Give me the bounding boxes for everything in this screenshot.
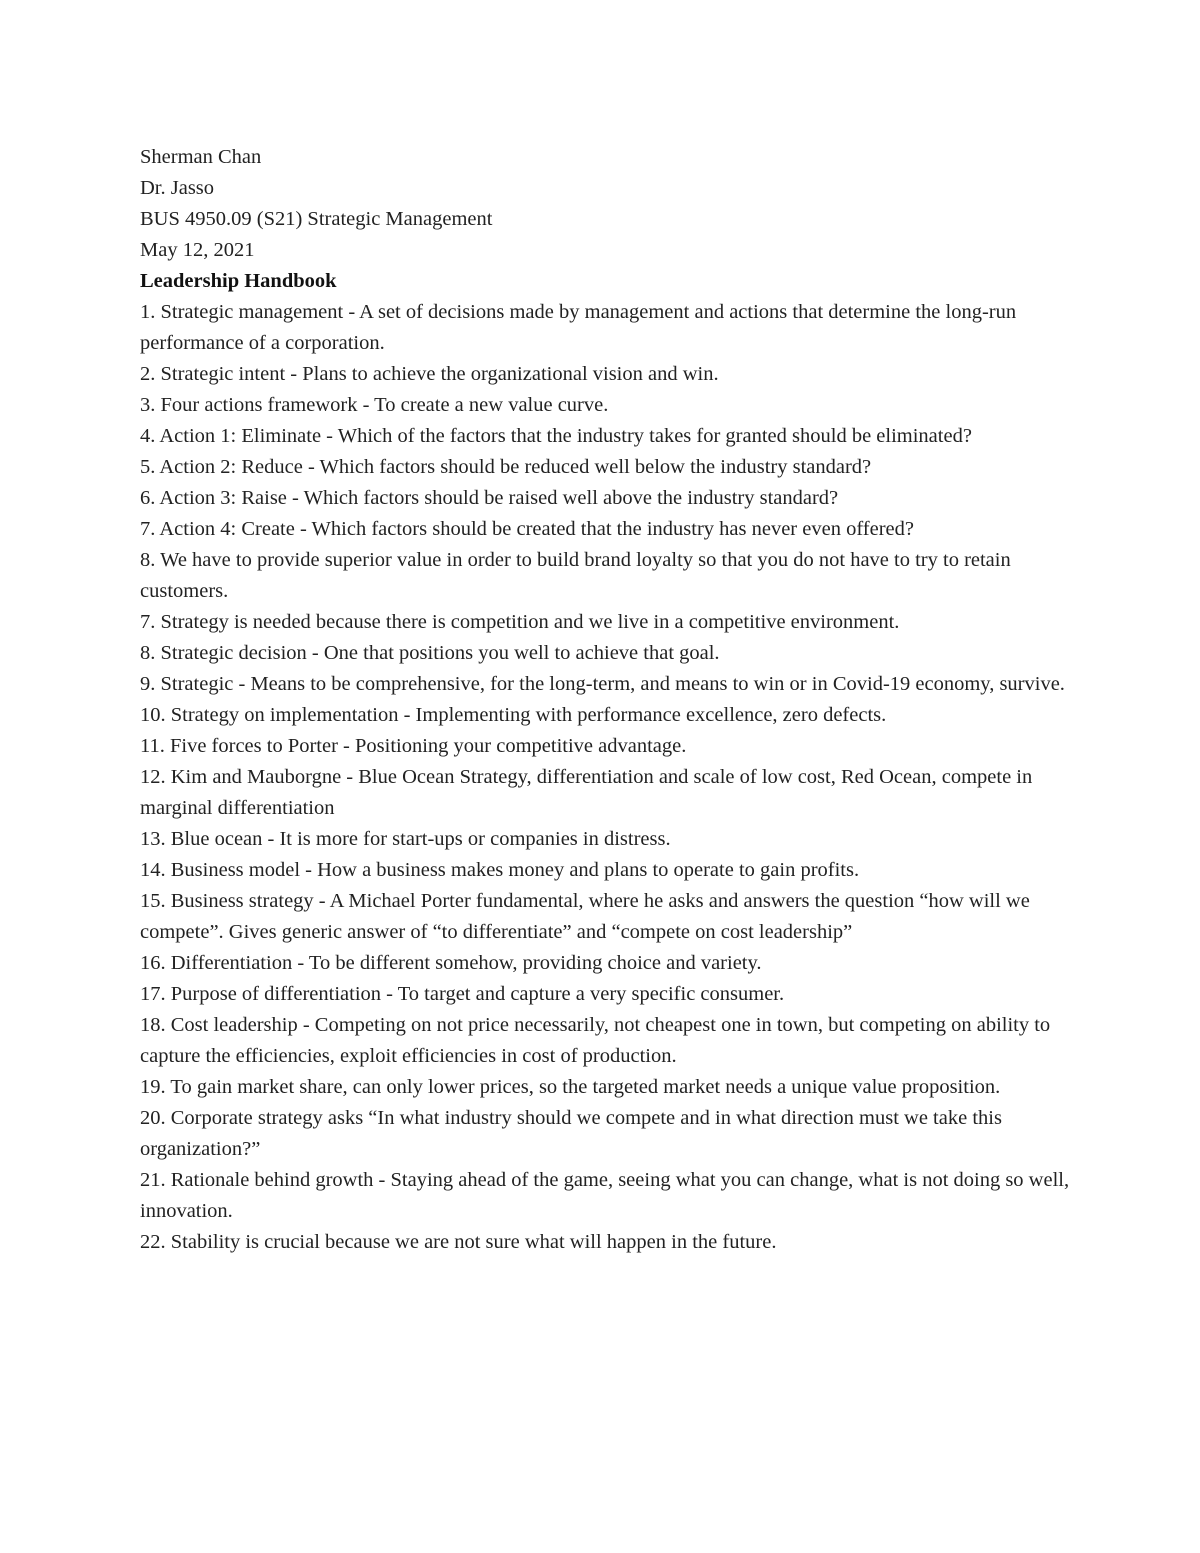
list-item: 17. Purpose of differentiation - To target and capture a very specific consumer. <box>140 983 785 1005</box>
list-item: 7. Action 4: Create - Which factors should be created that the industry has never even offered? <box>140 518 914 540</box>
list-item: 2. Strategic intent - Plans to achieve the organizational vision and win. <box>140 363 719 385</box>
instructor-name: Dr. Jasso <box>140 177 215 199</box>
list-item: 10. Strategy on implementation - Implementing with performance excellence, zero defects. <box>140 704 887 726</box>
course-name: BUS 4950.09 (S21) Strategic Management <box>140 208 493 230</box>
list-item: 22. Stability is crucial because we are not sure what will happen in the future. <box>140 1231 777 1253</box>
document-title: Leadership Handbook <box>140 270 337 292</box>
document-page <box>140 142 1070 1258</box>
document-date: May 12, 2021 <box>140 239 255 261</box>
list-item: 12. Kim and Mauborgne - Blue Ocean Strategy, differentiation and scale of low cost, Red Ocean, compete in marginal differentiation <box>140 766 1033 819</box>
list-item: 13. Blue ocean - It is more for start-ups or companies in distress. <box>140 828 671 850</box>
list-item: 14. Business model - How a business makes money and plans to operate to gain profits. <box>140 859 860 881</box>
list-item: 4. Action 1: Eliminate - Which of the factors that the industry takes for granted should be eliminated? <box>140 425 972 447</box>
list-item: 19. To gain market share, can only lower prices, so the targeted market needs a unique value proposition. <box>140 1076 1001 1098</box>
list-item: 5. Action 2: Reduce - Which factors should be reduced well below the industry standard? <box>140 456 872 478</box>
list-item: 15. Business strategy - A Michael Porter fundamental, where he asks and answers the question “how will we compete”. Gives generic answer of “to differentiate” and “compete on cost leadership” <box>140 890 1030 943</box>
handbook-list <box>140 297 1070 1258</box>
list-item: 9. Strategic - Means to be comprehensive, for the long-term, and means to win or in Covid-19 economy, survive. <box>140 673 1065 695</box>
list-item: 21. Rationale behind growth - Staying ahead of the game, seeing what you can change, what is not doing so well, innovation. <box>140 1169 1070 1222</box>
list-item: 1. Strategic management - A set of decisions made by management and actions that determine the long-run performance of a corporation. <box>140 301 1017 354</box>
list-item: 11. Five forces to Porter - Positioning your competitive advantage. <box>140 735 687 757</box>
list-item: 6. Action 3: Raise - Which factors should be raised well above the industry standard? <box>140 487 839 509</box>
list-item: 8. Strategic decision - One that positions you well to achieve that goal. <box>140 642 720 664</box>
list-item: 8. We have to provide superior value in order to build brand loyalty so that you do not have to try to retain customers. <box>140 549 1011 602</box>
list-item: 20. Corporate strategy asks “In what industry should we compete and in what direction must we take this organization?” <box>140 1107 1002 1160</box>
list-item: 16. Differentiation - To be different somehow, providing choice and variety. <box>140 952 762 974</box>
list-item: 3. Four actions framework - To create a new value curve. <box>140 394 609 416</box>
list-item: 7. Strategy is needed because there is competition and we live in a competitive environment. <box>140 611 900 633</box>
author-name: Sherman Chan <box>140 146 262 168</box>
list-item: 18. Cost leadership - Competing on not price necessarily, not cheapest one in town, but competing on ability to capture the efficiencies, exploit efficiencies in cost of production. <box>140 1014 1051 1067</box>
